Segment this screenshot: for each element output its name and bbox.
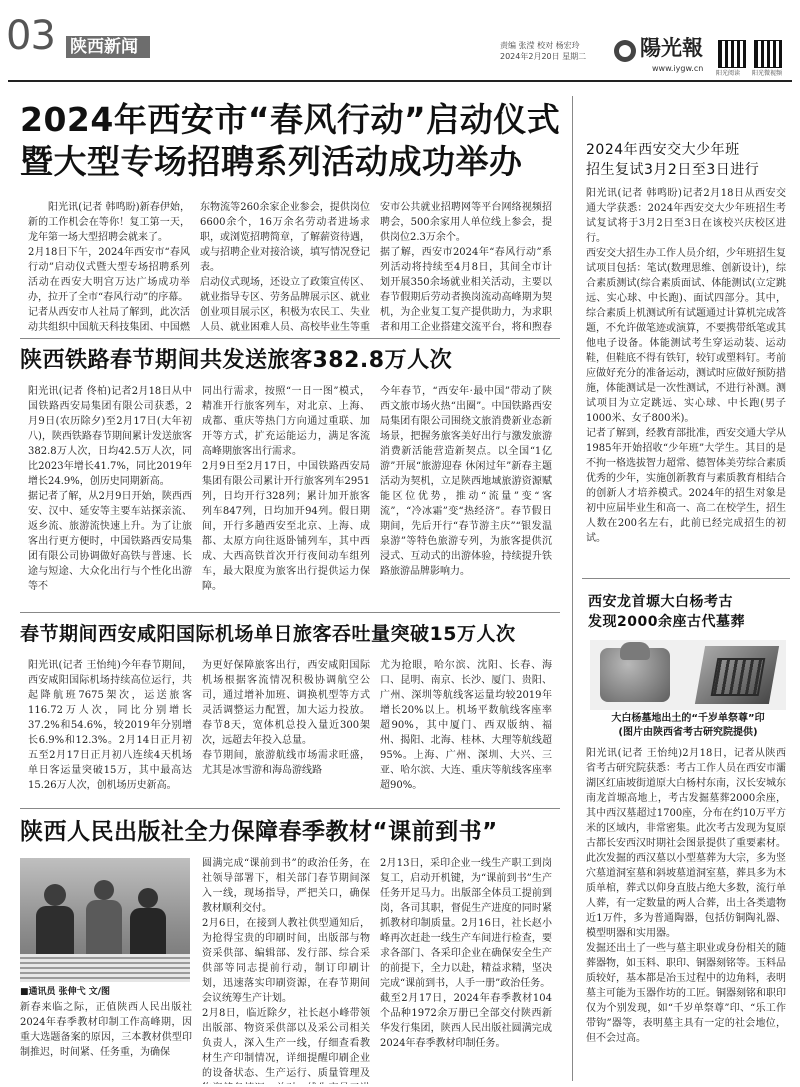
article3-divider xyxy=(20,808,560,809)
article2-column-2: 同出行需求，按照“一日一图”模式，精准开行旅客列车，对北京、上海、成都、重庆等热门方向通过重联、加开等方式，扩充运能运力，满足客流高峰期旅客出行需求。 2月9日至2月17日，中国铁路西安局集团有限公司累计开行旅客列车2951列，日均开行328列；累计加开旅客列车847列，日均加开94列。假日期间，开行多趟西安至北京、上海、成都、太原方向往返卧铺列车，其中西成、大西高铁首次开行夜间动车组列车，最大限度为旅客出行提供运力保障。 xyxy=(202,386,370,592)
article3-headline: 春节期间西安咸阳国际机场单日旅客吞吐量突破15万人次 xyxy=(20,623,516,645)
issue-date: 2024年2月20日 星期二 xyxy=(500,52,587,61)
sidebar2-headline-line2: 发现2000余座古代墓葬 xyxy=(588,614,745,630)
editors-line: 责编 张滢 校对 杨宏玲 xyxy=(500,41,580,50)
article2-column-3: 今年春节，“西安年·最中国”带动了陕西文旅市场火热“出圈”。中国铁路西安局集团有限公司围绕文旅消费新业态新场景，把握务旅客美好出行与激发旅游消费新活能营造新契点。以全国“1亿游”开展“旅游迎春 休闲过年”新春主题活动为契机，立足陕西地域旅游资源赋能区位优势，推动“流量”变“客流”，“冷冰霜”变“热经济”。春节假日期间，先后开行“春节游主庆”“银发温泉游”等特色旅游专列，为旅客提供沉浸式、互动式的出游体验，持续提升铁路旅游品牌影响力。 xyxy=(380,386,552,577)
article1-headline-line2: 暨大型专场招聘系列活动成功举办 xyxy=(20,142,523,181)
article1-divider xyxy=(20,338,560,339)
sidebar-vertical-divider xyxy=(572,96,573,1081)
article4-photo xyxy=(20,858,190,982)
seal-inscription-icon xyxy=(711,658,766,696)
sidebar1-headline-line1: 2024年西安交大少年班 xyxy=(586,142,740,158)
article1-headline-line1: 2024年西安市“春风行动”启动仪式 xyxy=(20,100,561,139)
article2-divider xyxy=(20,612,560,613)
sidebar2-photo-caption-line2: (图片由陕西省考古研究院提供) xyxy=(618,727,758,738)
article4-column-1: 新春来临之际，正值陕西人民出版社2024年春季教材印制工作高峰期，因重大选题备案的原因，三本教材供型印制推迟，时间紧、任务重，为确保 xyxy=(20,1002,192,1058)
newspaper-logo: 陽光報 xyxy=(640,35,703,60)
sidebar2-photo-caption-line1: 大白杨墓地出土的“千岁单祭尊”印 xyxy=(611,713,765,724)
sidebar-divider xyxy=(582,578,790,579)
qr-label-reading: 阳光阅读 xyxy=(716,70,741,77)
article1-column-3: 安市公共就业招聘网等平台网络视频招聘会，500余家用人单位线上参会，提供岗位2.3万余个。 据了解，西安市2024年“春风行动”系列活动将持续至4月8日，其间全市计划开展350余场就业相关活动，主要以春节假期后劳动者换岗流动高峰期为契机，为企业复工复产提供助力，为求职者和用工企业搭建交流平台，将和煦春 xyxy=(380,202,552,333)
article3-column-3: 尤为抢眼，哈尔滨、沈阳、长春、海口、昆明、南京、长沙、厦门、贵阳、广州、深圳等航线客运量均较2019年增长20%以上。机场平数航线客座率超90%，其中厦门、西双版纳、福州、揭阳、北海、桂林、大理等航线超95%。上海、广州、深圳、大兴、三亚、哈尔滨、大连、重庆等航线客座率超90%。 xyxy=(380,660,552,791)
article1-column-1: 阳光讯(记者 韩鸣盼)新春伊始，新的工作机会在等你！复工第一天，龙年第一场大型招聘会就来了。 2月18日下午，2024年西安市“春风行动”启动仪式暨大型专场招聘系列活动在西安大明宫万达广场成功举办，拉开了全市“春风行动”的序幕。 记者从西安市人社局了解到，此次活动共组织中国航天科技集团、中国燃 xyxy=(28,202,190,333)
article3-column-2: 为更好保障旅客出行，西安咸阳国际机场根据客流情况积极协调航空公司，通过增补加班、调换机型等方式灵活调整运力配置，加大运力投放。春节8天，宽体机总投入量近300架次，远超去年投入总量。 春节期间，旅游航线市场需求旺盛，尤其是冰雪游和海岛游线路 xyxy=(202,660,370,776)
article4-headline: 陕西人民出版社全力保障春季教材“课前到书” xyxy=(20,819,498,845)
sidebar2-seal-photo xyxy=(590,640,786,710)
worker-figure-3-icon xyxy=(138,888,158,908)
sun-logo-inner-icon xyxy=(619,45,631,57)
header-divider xyxy=(8,80,792,82)
worker-figure-1-icon xyxy=(44,884,66,906)
qr-code-reading-icon xyxy=(718,40,746,68)
article4-column-2: 圆满完成“课前到书”的政治任务，在社领导部署下，相关部门春节期间深入一线，现场指导，严把关口，确保教材顺利交付。 2月6日，在接到人教社供型通知后，为抢得宝贵的印刷时间，出版部与物资采供部、编辑部、发行部、综合采供部等同志提前行动，制订印刷计划，迅速落实印刷资源，在春节期间会议统筹生产计划。 2月8日，临近除夕，社长赵小峰带领出版部、物资采供部以及采公司相关负责人，深入生产一线，仔细查看教材生产印制情况，详细提醒印刷企业的设备状态、生产运行、质量管理及 xyxy=(202,858,370,1079)
sidebar1-headline-line2: 招生复试3月2日至3日进行 xyxy=(586,162,760,178)
sidebar2-headline-line1: 西安龙首塬大白杨考古 xyxy=(588,594,733,610)
seal-knob-icon xyxy=(620,642,650,660)
section-title: 陕西新闻 xyxy=(66,36,150,58)
sidebar2-body: 阳光讯(记者 王怡纯)2月18日，记者从陕西省考古研究院获悉：考古工作人员在西安市灞湖区红庙坡街道原大白杨村东南，汉长安城东南龙首塬高地上，考古发掘墓葬2000余座，其中西汉墓超过1700座，分布在约10万平方米的区域内，非常密集。此次考古发现为复原古都长安西汉时期社会图景提供了重要素材。 此次发掘的西汉墓以小型墓葬为大宗，多为竖穴墓道洞室墓和斜坡墓道洞室墓，葬具多为木质单棺，葬式以仰身直肢占绝大多数，流行单人葬，有一定数量的两人合葬，出土各类遗物近1万件，多为普通陶器，包括仿铜陶礼器、模型明器和实用器。 发掘还出土了一些与墓主职业或身份相关的随葬器物，如玉料、职印、铜器刻铭等。玉料品质较好，基本都是冶玉过程中的边角料，表明墓主可能为玉器作坊的工匠。铜器刻铭和职印仅为个别发现，如“千岁单祭尊”印、“乐工作带钩”器等，表明墓主具有一定的社会地位，但不会过高。 xyxy=(586,748,786,1044)
sidebar1-body: 阳光讯(记者 韩鸣盼)记者2月18日从西安交通大学获悉：2024年西安交大少年班招生考试复试将于3月2日至3日在该校兴庆校区进行。 西安交大招生办工作人员介绍，少年班招生复试项目包括：笔试(数理思维、创新设计)，综合素质测试(综合素质面试、体能测试(立定跳远、实心球、中长跑)、面试四部分。其中，综合素质上机测试所有试题通过计算机完成答题，不允许做笔迹或演算，不要携带纸笔或其他电子设备。体能测试考生穿运动装、运动鞋，但鞋底不得有铁钉，较钉或塑料钉。考前应做好充分的准备运动，测试时应做好预防措施，体能测试是一次性测试，不进行补测。测试项目为立定跳远、实心球、中长跑(男子1000米、女子800米)。 记者了解到，经教育部批准，西安交通大学从1985年开始招收“少年班”大学生。其目的是不拘一格选拔智力超常、德智体美劳综合素质优秀的少年，实施创新教育与素质教育相结合的创新人才培养模式。2024年的招生对象是初中应届毕业生和高一、高二在校学生，招生人数在200名左右，此前已经完成招生的初试。 xyxy=(586,188,786,544)
website-url[interactable]: www.iygw.cn xyxy=(652,64,704,73)
article4-column-3: 2月13日，采印企业一线生产职工到岗复工，启动开机键，为“课前到书”生产任务开足马力。出版部全体员工提前到岗，各司其职，督促生产进度的同时紧抓教材印制质量。2月16日，社长赵小峰再次赶赴一线生产车间进行检查，要求各部门、各采印企业在确保安全生产的前提下，全力以赴，精益求精，坚决完成“课前到书，人手一册”政治任务。 截至2月17日，2024年春季教材104个品种1972余万册已全部交付陕西新华发行集团，陕西人民出版社圆满完成2024年春季教材印制任务。 xyxy=(380,858,552,1049)
article4-photo-credit: ■通讯员 张伸弋 文/图 xyxy=(20,987,111,997)
article2-headline: 陕西铁路春节期间共发送旅客382.8万人次 xyxy=(20,348,453,373)
article1-column-2: 东物流等260余家企业参会，提供岗位6600余个，16万余名劳动者进场求职，或浏览招聘简章，了解薪资待遇，或与招聘企业对接洽谈，填写情况登记表。 启动仪式现场，还设立了政策宣传区、就业指导专区、劳务品牌展示区、就业创业项目展示区，积极为农民工、失业人员、就业困难人员、高校毕业生等重 xyxy=(200,202,370,333)
book-stack-icon xyxy=(20,954,190,982)
qr-code-video-icon xyxy=(754,40,782,68)
qr-label-video: 阳光微视频 xyxy=(752,70,783,77)
page-number: 03 xyxy=(6,13,55,59)
article3-column-1: 阳光讯(记者 王怡纯)今年春节期间，西安咸阳国际机场持续高位运行，共起降航班7675架次，运送旅客116.72万人次，同比分别增长37.2%和54.6%，较2019年分别增长6.9%和12.3%。2月14日正月初五至2月17日正月初八连续4天机场单日客运量突破15万，其中最高达15.26万人次，创机场历史新高。 xyxy=(28,660,192,791)
article2-column-1: 阳光讯(记者 佟柏)记者2月18日从中国铁路西安局集团有限公司获悉，2月9日(农历除夕)至2月17日(大年初八)，陕西铁路春节期间累计发送旅客382.8万人次，日均42.5万人次，同比2023年增长41.7%，同比2019年增长24.9%，创历史同期新高。 据记者了解，从2月9日开始，陕西西安、汉中、延安等主要车站探亲流、返乡流、旅游流快速上升。为了让旅客出行更方便时，中国铁路西安局集团有限公司协调做好高铁与普速、长途与短途、大众化出行与个性化出游等不 xyxy=(28,386,192,592)
worker-figure-2-icon xyxy=(94,880,114,900)
